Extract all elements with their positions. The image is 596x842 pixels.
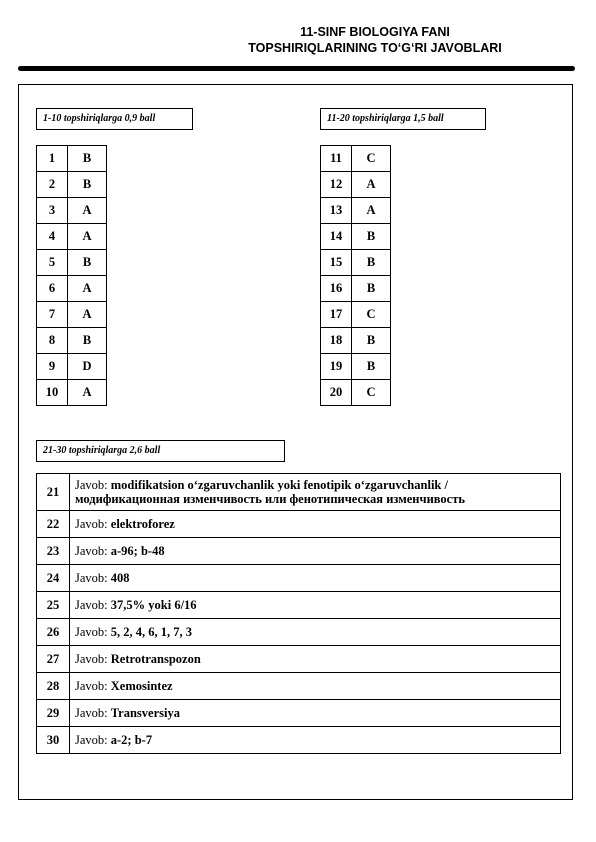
answer-letter: A	[68, 224, 107, 250]
question-number: 29	[37, 700, 70, 727]
table-row	[321, 146, 391, 172]
question-number: 17	[321, 302, 352, 328]
answer-letter: C	[352, 302, 391, 328]
question-number: 2	[37, 172, 68, 198]
answer-letter: B	[68, 172, 107, 198]
answer-prefix: Javob:	[75, 478, 111, 492]
answer-letter: A	[68, 302, 107, 328]
table-row	[321, 276, 391, 302]
table-row	[37, 700, 561, 727]
answer-cell	[70, 592, 561, 619]
answer-text: 5, 2, 4, 6, 1, 7, 3	[110, 624, 193, 639]
question-number: 26	[37, 619, 70, 646]
answer-text: Retrotranspozon	[110, 651, 201, 666]
answer-prefix: Javob:	[75, 570, 111, 585]
answer-letter: A	[68, 380, 107, 406]
table-row	[37, 565, 561, 592]
answers-table-11-20	[320, 145, 391, 406]
table-row	[321, 354, 391, 380]
question-number: 4	[37, 224, 68, 250]
question-number: 21	[37, 474, 70, 511]
answer-letter: A	[68, 276, 107, 302]
answer-prefix: Javob:	[75, 543, 111, 558]
table-row	[321, 302, 391, 328]
answer-prefix: Javob:	[75, 732, 111, 747]
question-number: 10	[37, 380, 68, 406]
answer-prefix: Javob:	[75, 516, 111, 531]
question-number: 13	[321, 198, 352, 224]
answer-cell	[70, 565, 561, 592]
answers-table-1-10	[36, 145, 107, 406]
question-number: 5	[37, 250, 68, 276]
answer-letter: B	[68, 250, 107, 276]
answer-text: Transversiya	[110, 705, 180, 720]
answers-table-21-30	[36, 473, 561, 754]
question-number: 8	[37, 328, 68, 354]
question-number: 7	[37, 302, 68, 328]
question-number: 6	[37, 276, 68, 302]
table-row	[37, 354, 107, 380]
question-number: 25	[37, 592, 70, 619]
table-row	[37, 276, 107, 302]
answer-prefix: Javob:	[75, 651, 111, 666]
table-row	[37, 673, 561, 700]
answer-prefix: Javob:	[75, 678, 111, 693]
table-row	[37, 302, 107, 328]
answer-cell	[70, 673, 561, 700]
table-row	[321, 198, 391, 224]
answer-letter: B	[68, 146, 107, 172]
answer-text: a-2; b-7	[110, 732, 153, 747]
answer-letter: A	[352, 172, 391, 198]
table-row	[37, 727, 561, 754]
question-number: 14	[321, 224, 352, 250]
answer-letter: B	[352, 250, 391, 276]
section-label-11-20: 11-20 topshiriqlarga 1,5 ball	[320, 108, 486, 130]
answer-cell	[70, 727, 561, 754]
table-row	[37, 146, 107, 172]
answer-letter: C	[352, 380, 391, 406]
answer-letter: B	[68, 328, 107, 354]
answer-text: 408	[110, 570, 130, 585]
question-number: 9	[37, 354, 68, 380]
answer-cell	[70, 619, 561, 646]
table-row	[37, 328, 107, 354]
answer-text: modifikatsion o‘zgaruvchanlik yoki fenotipik o‘zgaruvchanlik / модификационная изменчивость или фенотипическая изменчивость	[75, 478, 465, 506]
table-row	[321, 250, 391, 276]
answer-letter: A	[68, 198, 107, 224]
table-row	[37, 474, 561, 511]
answer-letter: B	[352, 328, 391, 354]
answer-cell	[70, 700, 561, 727]
question-number: 3	[37, 198, 68, 224]
table-row	[37, 250, 107, 276]
question-number: 27	[37, 646, 70, 673]
question-number: 16	[321, 276, 352, 302]
answer-text: a-96; b-48	[110, 543, 165, 558]
section-label-1-10: 1-10 topshiriqlarga 0,9 ball	[36, 108, 193, 130]
answer-cell	[70, 474, 561, 511]
answer-text: elektroforez	[110, 516, 175, 531]
table-row	[37, 511, 561, 538]
title-line-2: TOPSHIRIQLARINING TO‘G‘RI JAVOBLARI	[248, 41, 502, 55]
question-number: 24	[37, 565, 70, 592]
question-number: 19	[321, 354, 352, 380]
answer-cell	[70, 538, 561, 565]
table-row	[37, 619, 561, 646]
answer-cell	[70, 511, 561, 538]
question-number: 30	[37, 727, 70, 754]
answer-letter: B	[352, 276, 391, 302]
section-label-21-30: 21-30 topshiriqlarga 2,6 ball	[36, 440, 285, 462]
question-number: 1	[37, 146, 68, 172]
answer-letter: C	[352, 146, 391, 172]
answer-letter: D	[68, 354, 107, 380]
answer-cell	[70, 646, 561, 673]
table-row	[37, 646, 561, 673]
table-row	[37, 224, 107, 250]
question-number: 18	[321, 328, 352, 354]
table-row	[37, 538, 561, 565]
question-number: 11	[321, 146, 352, 172]
answer-prefix: Javob:	[75, 597, 111, 612]
table-row	[321, 224, 391, 250]
answer-text: Xemosintez	[110, 678, 173, 693]
table-row	[37, 380, 107, 406]
table-row	[37, 198, 107, 224]
answer-prefix: Javob:	[75, 705, 111, 720]
question-number: 22	[37, 511, 70, 538]
question-number: 28	[37, 673, 70, 700]
table-row	[321, 172, 391, 198]
question-number: 20	[321, 380, 352, 406]
question-number: 15	[321, 250, 352, 276]
question-number: 12	[321, 172, 352, 198]
table-row	[321, 328, 391, 354]
table-row	[37, 592, 561, 619]
answer-letter: A	[352, 198, 391, 224]
answer-text: 37,5% yoki 6/16	[110, 597, 197, 612]
answer-prefix: Javob:	[75, 624, 111, 639]
question-number: 23	[37, 538, 70, 565]
title-line-1: 11-SINF BIOLOGIYA FANI	[300, 25, 450, 39]
header-divider	[18, 66, 575, 71]
table-row	[37, 172, 107, 198]
answer-letter: B	[352, 354, 391, 380]
table-row	[321, 380, 391, 406]
answer-letter: B	[352, 224, 391, 250]
page-title	[200, 24, 550, 56]
